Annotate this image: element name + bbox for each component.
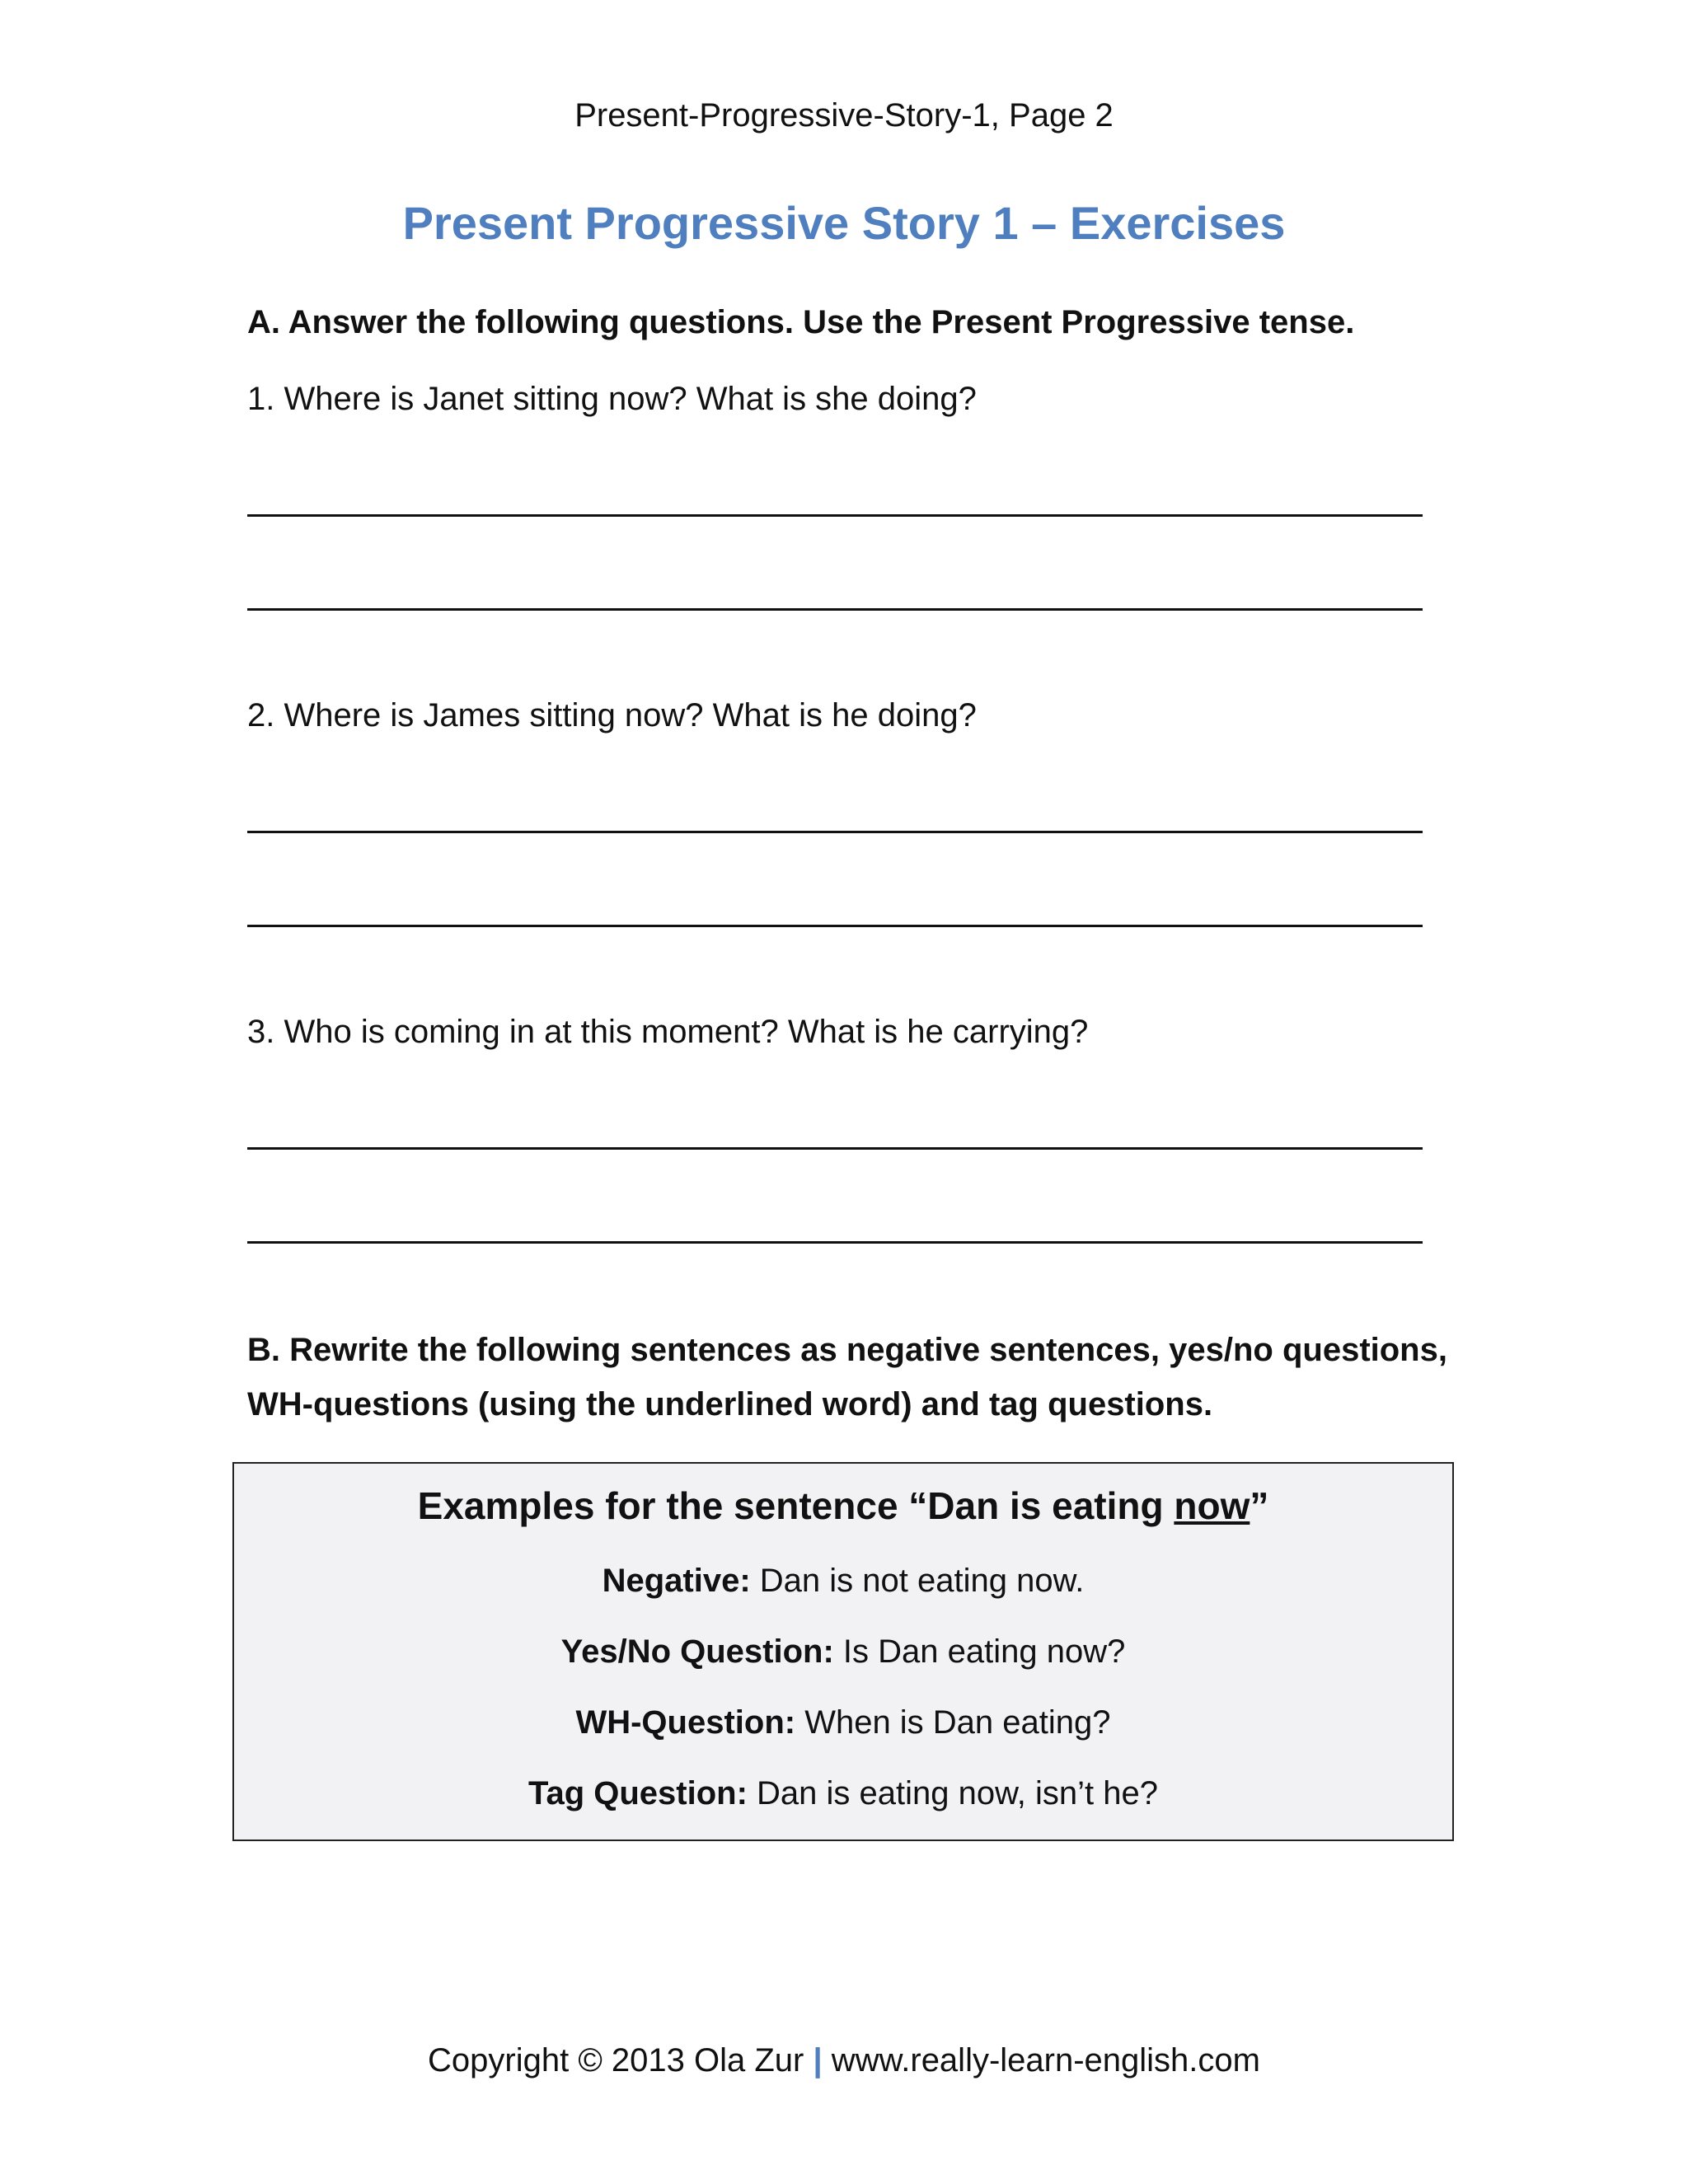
footer-separator: | (813, 2042, 823, 2079)
page-header: Present-Progressive-Story-1, Page 2 (574, 97, 1114, 134)
website-link[interactable]: www.really-learn-english.com (822, 2042, 1260, 2079)
example-text: Dan is eating now, isn’t he? (747, 1775, 1158, 1811)
answer-line-2b[interactable] (247, 925, 1423, 927)
examples-title-underlined-word: now (1174, 1484, 1250, 1527)
example-tag-question (234, 1775, 1452, 1812)
answer-line-1b[interactable] (247, 608, 1423, 611)
examples-title-prefix: Examples for the sentence “Dan is eating (417, 1484, 1175, 1527)
question-2: 2. Where is James sitting now? What is he doing? (247, 697, 977, 733)
example-text: Is Dan eating now? (833, 1633, 1126, 1670)
copyright-text: Copyright © 2013 Ola Zur (428, 2042, 814, 2079)
question-3: 3. Who is coming in at this moment? What is he carrying? (247, 1014, 1089, 1050)
page-title: Present Progressive Story 1 – Exercises (402, 197, 1286, 249)
question-1: 1. Where is Janet sitting now? What is she doing? (247, 381, 977, 417)
example-wh-question (234, 1704, 1452, 1741)
examples-box (232, 1462, 1454, 1841)
example-negative (234, 1563, 1452, 1600)
example-label: Negative: (602, 1563, 751, 1599)
example-text: When is Dan eating? (795, 1704, 1111, 1741)
footer (0, 2042, 1688, 2079)
section-a-heading: A. Answer the following questions. Use the Present Progressive tense. (247, 304, 1355, 340)
answer-line-3a[interactable] (247, 1147, 1423, 1150)
example-yes-no-question (234, 1633, 1452, 1671)
answer-line-2a[interactable] (247, 831, 1423, 833)
section-b-heading: B. Rewrite the following sentences as negative sentences, yes/no questions, WH-questions (using the underlined word) and tag questions. (247, 1332, 1447, 1422)
example-label: Yes/No Question: (560, 1633, 834, 1670)
example-label: WH-Question: (575, 1704, 796, 1741)
answer-line-3b[interactable] (247, 1241, 1423, 1244)
example-text: Dan is not eating now. (750, 1563, 1085, 1599)
examples-title-suffix: ” (1250, 1484, 1269, 1527)
example-label: Tag Question: (528, 1775, 748, 1811)
answer-line-1a[interactable] (247, 514, 1423, 517)
examples-title (234, 1483, 1452, 1528)
